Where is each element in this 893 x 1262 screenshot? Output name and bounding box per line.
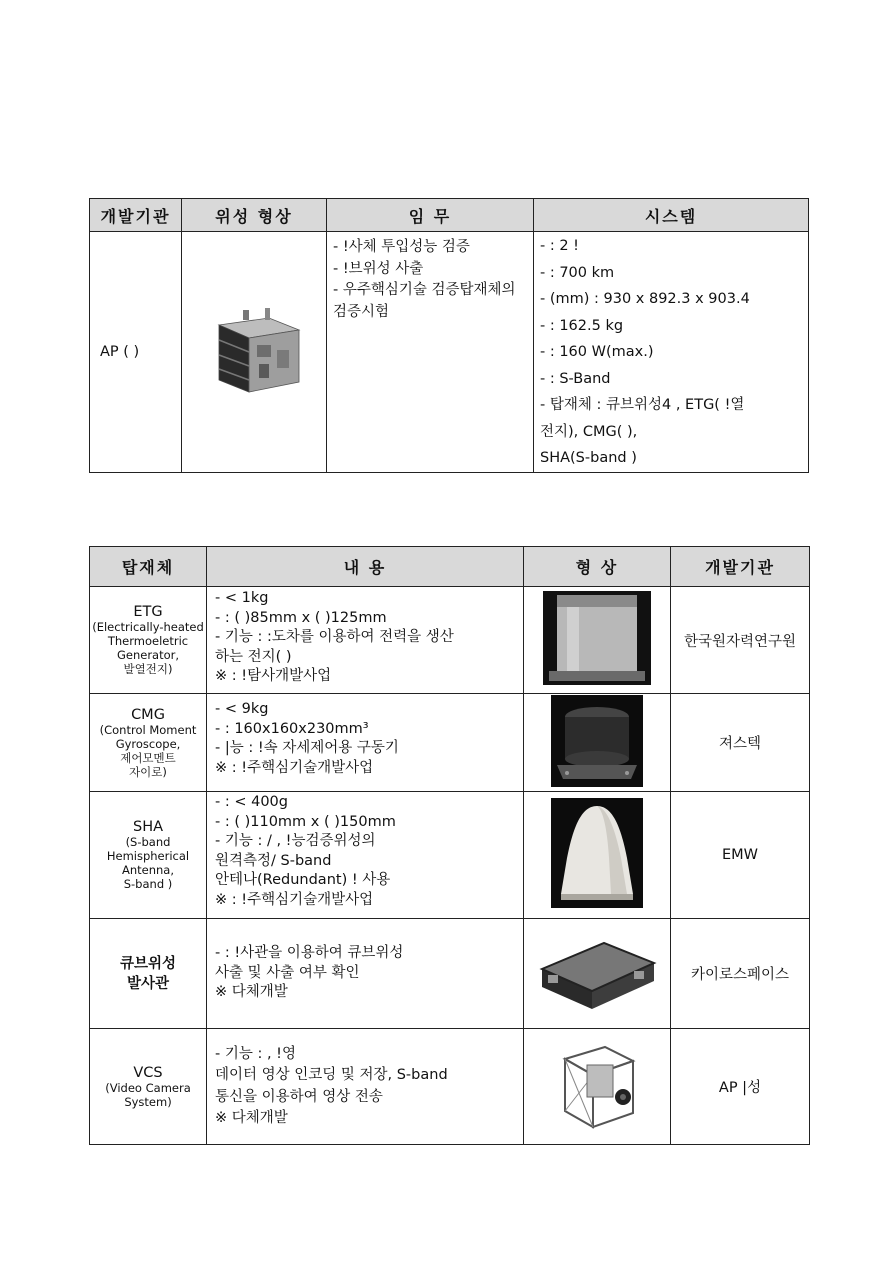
system-cell xyxy=(534,232,809,473)
mission-line: - !사체 투입성능 검증 xyxy=(333,239,470,255)
payload-row-etg xyxy=(90,587,810,694)
content-line: ※ : !탐사개발사업 xyxy=(215,668,332,684)
payload-table-header xyxy=(90,547,810,587)
payload-desc-line: Hemispherical xyxy=(106,849,190,863)
payload-desc-line: Generator, xyxy=(116,648,180,662)
content-line: - : ( )110mm x ( )150mm xyxy=(215,813,396,830)
payload-desc-line: Antenna, xyxy=(121,863,175,877)
payload-desc-line: 발열전지) xyxy=(123,662,173,676)
payload-name-cell xyxy=(90,694,207,792)
mission-cell xyxy=(327,232,534,473)
system-line: - : 162.5 kg xyxy=(540,317,624,334)
content-line: - 기능 : :도차를 이용하여 전력을 생산 xyxy=(215,629,454,645)
payload-row-sha xyxy=(90,792,810,919)
header-shape: 형 상 xyxy=(524,547,671,587)
payload-name-cell xyxy=(90,587,207,694)
content-line: ※ 다체개발 xyxy=(215,1110,288,1126)
payload-image-cell xyxy=(524,1029,671,1145)
payload-org-cell: AP |성 xyxy=(671,1029,810,1145)
system-line: - : S-Band xyxy=(540,370,611,387)
payload-table xyxy=(89,546,810,1145)
payload-org-cell: 져스텍 xyxy=(671,694,810,792)
payload-org-cell: 카이로스페이스 xyxy=(671,919,810,1029)
content-line: - < 1kg xyxy=(215,590,269,606)
header-developer: 개발기관 xyxy=(671,547,810,587)
satellite-image xyxy=(199,300,309,400)
content-line: ※ 다체개발 xyxy=(215,984,288,1001)
header-mission: 임 무 xyxy=(327,199,534,232)
content-line: - : ( )85mm x ( )125mm xyxy=(215,609,387,626)
content-line: - : 160x160x230mm³ xyxy=(215,720,369,737)
payload-desc-line: 제어모멘트 xyxy=(120,750,176,765)
payload-content-cell xyxy=(207,1029,524,1145)
payload-desc-line: System) xyxy=(124,1094,172,1109)
content-line: ※ : !주핵심기술개발사업 xyxy=(215,759,374,776)
payload-desc-line: (Electrically-heated xyxy=(92,620,204,634)
content-line: 원격측정/ S-band xyxy=(215,852,332,869)
header-system: 시스템 xyxy=(534,199,809,232)
developer-cell: AP ( ) xyxy=(90,232,182,473)
header-payload: 탑재체 xyxy=(90,547,207,587)
mission-line: - 우주핵심기술 검증탑재체의 xyxy=(333,282,516,298)
payload-image-cell xyxy=(524,792,671,919)
header-satellite-shape: 위성 형상 xyxy=(182,199,327,232)
sha-image xyxy=(551,798,643,908)
content-line: ※ : !주핵심기술개발사업 xyxy=(215,891,374,908)
payload-row-vcs xyxy=(90,1029,810,1145)
content-line: - |능 : !속 자세제어용 구동기 xyxy=(215,740,399,756)
payload-name-line: 큐브위성 xyxy=(119,955,177,972)
satellite-row xyxy=(90,232,809,473)
mission-line: - !브위성 사출 xyxy=(333,260,424,277)
content-line: 사출 및 사출 여부 확인 xyxy=(215,964,360,981)
payload-name: SHA xyxy=(132,819,164,835)
system-line: - : 700 km xyxy=(540,264,615,281)
payload-image-cell xyxy=(524,694,671,792)
payload-name: ETG xyxy=(133,604,163,620)
payload-desc-line: (Control Moment xyxy=(99,722,197,737)
content-line: - < 9kg xyxy=(215,701,269,717)
etg-image xyxy=(543,591,651,685)
payload-desc-line: (Video Camera xyxy=(105,1080,191,1095)
payload-content-cell xyxy=(207,587,524,694)
payload-name-cell xyxy=(90,792,207,919)
payload-name: CMG xyxy=(131,706,165,723)
payload-name: VCS xyxy=(133,1064,163,1081)
payload-desc-line: 자이로) xyxy=(129,764,167,779)
content-line: 통신을 이용하여 영상 전송 xyxy=(215,1088,383,1105)
satellite-table-header xyxy=(90,199,809,232)
payload-name-cell xyxy=(90,1029,207,1145)
payload-desc-line: (S-band xyxy=(125,835,171,849)
payload-org-cell: 한국원자력연구원 xyxy=(671,587,810,694)
system-line: - 탑재체 : 큐브위성4 , ETG( !열 xyxy=(540,397,745,413)
header-content: 내 용 xyxy=(207,547,524,587)
system-line: SHA(S-band ) xyxy=(540,450,637,466)
system-line: - : 160 W(max.) xyxy=(540,344,654,360)
payload-name-line: 발사관 xyxy=(126,975,170,992)
content-line: 안테나(Redundant) ! 사용 xyxy=(215,872,391,888)
content-line: - 기능 : , !영 xyxy=(215,1045,296,1062)
payload-image-cell xyxy=(524,587,671,694)
content-line: - 기능 : / , !능검증위성의 xyxy=(215,833,376,849)
launcher-image xyxy=(534,929,660,1015)
payload-org-cell: EMW xyxy=(671,792,810,919)
system-line: - : 2 ! xyxy=(540,238,579,254)
header-developer: 개발기관 xyxy=(90,199,182,232)
mission-line: 검증시험 xyxy=(333,303,390,320)
content-line: 하는 전지( ) xyxy=(215,648,292,665)
cmg-image xyxy=(551,695,643,787)
payload-content-cell xyxy=(207,792,524,919)
system-line: - (mm) : 930 x 892.3 x 903.4 xyxy=(540,291,750,307)
payload-name-cell xyxy=(90,919,207,1029)
content-line: - : < 400g xyxy=(215,794,288,810)
content-line: - : !사관을 이용하여 큐브위성 xyxy=(215,945,404,962)
satellite-table xyxy=(89,198,809,473)
vcs-image xyxy=(551,1035,643,1135)
payload-desc-line: Thermoeletric xyxy=(107,634,189,648)
content-line: 데이터 영상 인코딩 및 저장, S-band xyxy=(215,1067,448,1083)
payload-content-cell xyxy=(207,694,524,792)
payload-row-cmg xyxy=(90,694,810,792)
satellite-image-cell xyxy=(182,232,327,473)
system-line: 전지), CMG( ), xyxy=(540,423,638,440)
payload-image-cell xyxy=(524,919,671,1029)
payload-content-cell xyxy=(207,919,524,1029)
payload-row-cubesat-launcher xyxy=(90,919,810,1029)
payload-desc-line: S-band ) xyxy=(123,877,173,891)
payload-desc-line: Gyroscope, xyxy=(115,736,181,751)
